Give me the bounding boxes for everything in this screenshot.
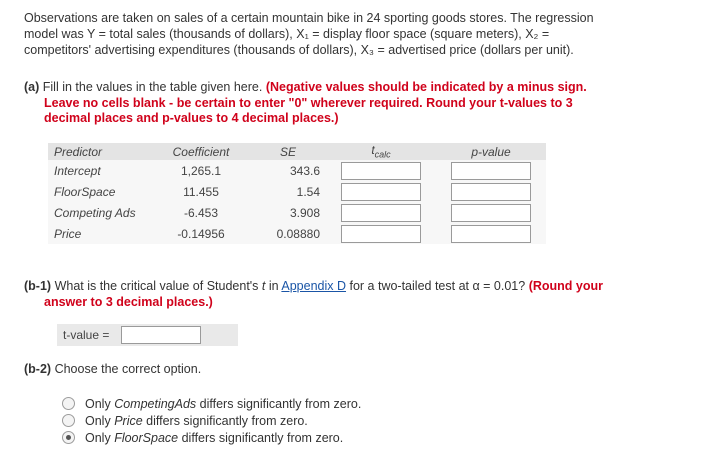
part-a-instruction-3: decimal places and p-values to 4 decimal places.) [44, 111, 339, 125]
table-row [48, 181, 546, 202]
intro-line-2: model was Y = total sales (thousands of dollars), X₁ = display floor space (square meters), X₂ = [24, 27, 550, 41]
part-b1-text-post: for a two-tailed test at α = 0.01? [346, 279, 526, 293]
pvalue-cell [436, 181, 546, 202]
t-value-box [57, 324, 238, 346]
option-text [85, 414, 308, 428]
table-row [48, 160, 546, 181]
header-predictor: Predictor [48, 143, 152, 160]
table-header-row [48, 143, 546, 160]
row-predictor: Intercept [48, 160, 152, 181]
part-b1-t: t [261, 279, 266, 293]
header-tcalc-sub: calc [374, 149, 391, 160]
pvalue-input-competing-ads[interactable] [451, 204, 531, 222]
part-a-label: (a) [24, 80, 40, 94]
table-row [48, 223, 546, 244]
option-prefix: Only [85, 396, 115, 411]
pvalue-cell [436, 202, 546, 223]
part-b1-instruction-1: (Round your [528, 279, 603, 293]
option-prefix: Only [85, 430, 115, 445]
t-value-input[interactable] [121, 326, 201, 344]
pvalue-input-floorspace[interactable] [451, 183, 531, 201]
row-se: 3.908 [250, 202, 326, 223]
tcalc-input-price[interactable] [341, 225, 421, 243]
row-predictor: FloorSpace [48, 181, 152, 202]
radio-button[interactable] [62, 414, 75, 427]
option-price[interactable] [62, 412, 361, 429]
part-b2-text: Choose the correct option. [54, 362, 202, 376]
row-predictor: Competing Ads [48, 202, 152, 223]
part-b1-text-pre: What is the critical value of Student's [54, 279, 262, 293]
row-coefficient: -6.453 [152, 202, 250, 223]
radio-button[interactable] [62, 397, 75, 410]
tcalc-input-floorspace[interactable] [341, 183, 421, 201]
header-tcalc [326, 143, 436, 160]
t-value-label: t-value = [63, 328, 110, 342]
option-text [85, 397, 361, 411]
row-predictor: Price [48, 223, 152, 244]
option-variable: FloorSpace [114, 430, 179, 445]
option-prefix: Only [85, 413, 115, 428]
tcalc-cell [326, 181, 436, 202]
part-b1-text-in: in [265, 279, 282, 293]
part-b1-question [24, 279, 664, 310]
part-b2-label: (b-2) [24, 362, 52, 376]
header-pvalue: p-value [436, 143, 546, 160]
pvalue-cell [436, 223, 546, 244]
tcalc-input-intercept[interactable] [341, 162, 421, 180]
tcalc-cell [326, 223, 436, 244]
tcalc-cell [326, 202, 436, 223]
pvalue-cell [436, 160, 546, 181]
pvalue-input-intercept[interactable] [451, 162, 531, 180]
intro-line-3: competitors' advertising expenditures (thousands of dollars), X₃ = advertised price (dollars per unit). [24, 43, 574, 57]
row-se: 1.54 [250, 181, 326, 202]
row-coefficient: 11.455 [152, 181, 250, 202]
option-variable: CompetingAds [114, 396, 197, 411]
pvalue-input-price[interactable] [451, 225, 531, 243]
option-floorspace[interactable] [62, 429, 361, 446]
tcalc-cell [326, 160, 436, 181]
header-se: SE [250, 143, 326, 160]
row-se: 0.08880 [250, 223, 326, 244]
part-b2-question [24, 362, 201, 378]
problem-statement [24, 10, 684, 58]
regression-table [48, 143, 546, 244]
option-suffix: differs significantly from zero. [196, 396, 362, 411]
row-coefficient: -0.14956 [152, 223, 250, 244]
option-competingads[interactable] [62, 395, 361, 412]
appendix-d-link[interactable]: Appendix D [281, 279, 347, 293]
table-row [48, 202, 546, 223]
part-b1-instruction-2: answer to 3 decimal places.) [44, 294, 213, 309]
tcalc-input-competing-ads[interactable] [341, 204, 421, 222]
part-a-question [24, 80, 664, 127]
part-b1-label: (b-1) [24, 279, 52, 293]
header-tcalc-t: t [371, 143, 375, 158]
radio-button-selected[interactable] [62, 431, 75, 444]
option-suffix: differs significantly from zero. [178, 430, 344, 445]
row-coefficient: 1,265.1 [152, 160, 250, 181]
part-a-instruction-2: Leave no cells blank - be certain to enter "0" wherever required. Round your t-values to 3 [44, 95, 573, 110]
header-coefficient: Coefficient [152, 143, 250, 160]
option-variable: Price [114, 413, 143, 428]
row-se: 343.6 [250, 160, 326, 181]
option-text [85, 431, 343, 445]
part-a-instruction-1: (Negative values should be indicated by a minus sign. [265, 80, 587, 94]
option-list [62, 395, 361, 446]
intro-line-1: Observations are taken on sales of a certain mountain bike in 24 sporting goods stores. The regression [24, 11, 594, 25]
part-a-text: Fill in the values in the table given here. [42, 80, 263, 94]
option-suffix: differs significantly from zero. [142, 413, 308, 428]
